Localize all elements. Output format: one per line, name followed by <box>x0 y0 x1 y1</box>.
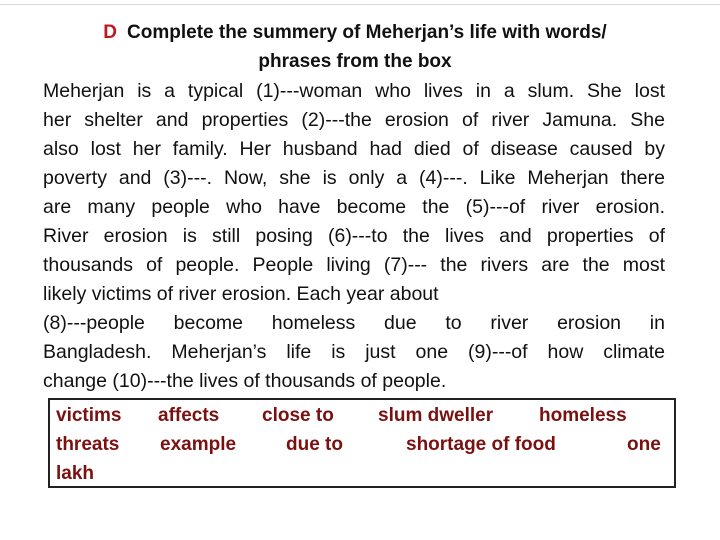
word-bank-item: homeless <box>539 405 627 426</box>
word-bank-item: shortage of food <box>406 434 556 455</box>
word-bank-box <box>48 398 676 488</box>
word-bank-item: example <box>160 434 237 455</box>
word-bank-item: slum dweller <box>378 405 494 426</box>
passage-line: Meherjan is a typical (1)---woman who lives in a slum. She lost <box>43 80 665 102</box>
word-bank-item: threats <box>56 434 120 455</box>
passage-line: thousands of people. People living (7)--- the rivers are the most <box>43 254 665 276</box>
top-divider <box>0 4 720 5</box>
word-bank-item: one <box>627 434 661 455</box>
heading-line-2: phrases from the box <box>258 51 452 72</box>
word-bank-item: due to <box>286 434 343 455</box>
passage-line: poverty and (3)---. Now, she is only a (4)---. Like Meherjan there <box>43 167 665 189</box>
word-bank-item: close to <box>262 405 334 426</box>
exercise-heading <box>40 18 670 76</box>
passage-line: River erosion is still posing (6)---to the lives and properties of <box>43 225 665 247</box>
passage-line: also lost her family. Her husband had died of disease caused by <box>43 138 665 160</box>
passage-line: are many people who have become the (5)---of river erosion. <box>43 196 665 218</box>
passage-line: Bangladesh. Meherjan’s life is just one (9)---of how climate <box>43 341 665 363</box>
passage-line: change (10)---the lives of thousands of people. <box>43 370 447 392</box>
word-bank-item: lakh <box>56 463 95 484</box>
word-bank-item: affects <box>158 405 220 426</box>
summary-passage <box>43 77 665 396</box>
passage-line: (8)---people become homeless due to river erosion in <box>43 312 665 334</box>
heading-text-1: Complete the summery of Meherjan’s life with words/ <box>127 22 607 43</box>
section-letter: D <box>103 22 118 43</box>
passage-line: her shelter and properties (2)---the erosion of river Jamuna. She <box>43 109 665 131</box>
word-bank-item: victims <box>56 405 122 426</box>
passage-line: likely victims of river erosion. Each year about <box>43 283 439 305</box>
heading-line-1 <box>40 18 670 47</box>
